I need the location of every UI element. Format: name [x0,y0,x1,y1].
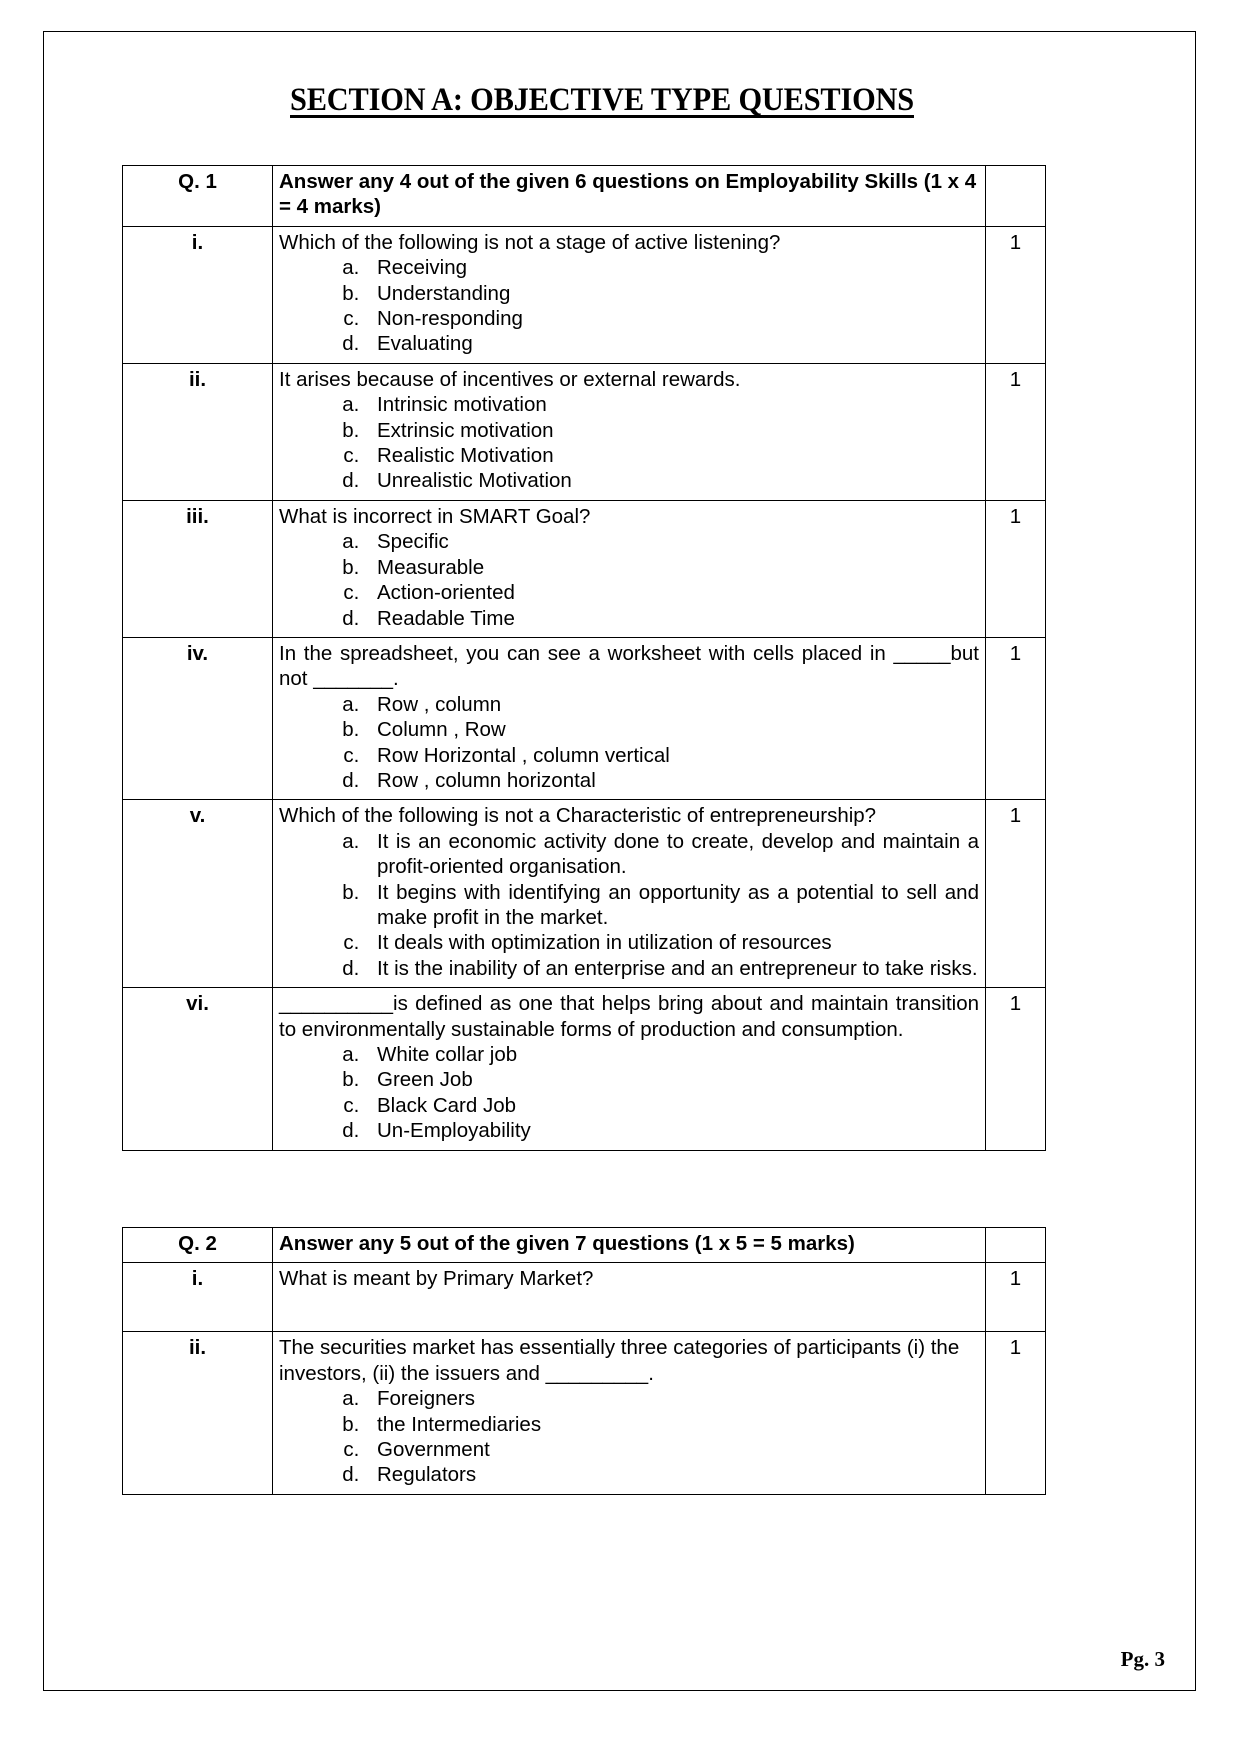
marks-cell [986,1227,1046,1262]
question-instruction: Answer any 5 out of the given 7 questions (1 x 5 = 5 marks) [273,1227,986,1262]
question-content [273,988,986,1150]
option-item: b. Green Job [365,1067,979,1092]
marks-cell: 1 [986,1263,1046,1332]
option-item: c. Realistic Motivation [365,443,979,468]
page-footer: Pg. 3 [1120,1647,1165,1671]
option-item: a. Row , column [365,692,979,717]
table-row [123,500,1046,637]
table-row [123,637,1046,799]
option-item: c. Row Horizontal , column vertical [365,743,979,768]
sub-question-number: v. [123,800,273,988]
question-stem: __________is defined as one that helps bring about and maintain transition to environmentally sustainable forms of production and consumption. [279,992,979,1041]
option-item: b. It begins with identifying an opportunity as a potential to sell and make profit in the market. [365,880,979,931]
option-list [279,829,979,981]
sub-question-number: iii. [123,500,273,637]
table-row [123,226,1046,363]
question-stem: Which of the following is not a stage of active listening? [279,230,781,254]
option-item: a. Receiving [365,255,979,280]
option-item: b. Column , Row [365,717,979,742]
question-stem: The securities market has essentially three categories of participants (i) the investors, (ii) the issuers and _________. [279,1336,960,1385]
option-item: d. Readable Time [365,606,979,631]
question-content [273,226,986,363]
option-item: b. Measurable [365,555,979,580]
question-stem: What is meant by Primary Market? [279,1267,594,1291]
title-spacer [82,119,1122,165]
question-stem: What is incorrect in SMART Goal? [279,504,591,528]
question-content [273,800,986,988]
option-item: d. Un-Employability [365,1118,979,1143]
table-row [123,1332,1046,1494]
table-gap [82,1151,1122,1227]
option-list [279,255,979,357]
marks-cell: 1 [986,637,1046,799]
option-item: d. It is the inability of an enterprise and an entrepreneur to take risks. [365,956,979,981]
question-instruction: Answer any 4 out of the given 6 questions on Employability Skills (1 x 4 = 4 marks) [273,166,986,227]
question-content [273,637,986,799]
option-list [279,1386,979,1488]
table-row [123,1263,1046,1332]
option-list [279,1042,979,1144]
option-item: b. the Intermediaries [365,1412,979,1437]
question-content [273,500,986,637]
option-item: c. Government [365,1437,979,1462]
sub-question-number: i. [123,226,273,363]
option-item: b. Understanding [365,281,979,306]
option-item: d. Row , column horizontal [365,768,979,793]
question-stem: In the spreadsheet, you can see a worksheet with cells placed in _____but not _______. [279,641,979,691]
option-item: a. It is an economic activity done to create, develop and maintain a profit-oriented organisation. [365,829,979,880]
marks-cell: 1 [986,988,1046,1150]
question-table-1 [122,165,1046,1151]
option-item: b. Extrinsic motivation [365,418,979,443]
marks-cell: 1 [986,800,1046,988]
marks-cell: 1 [986,1332,1046,1494]
option-item: a. Specific [365,529,979,554]
table-header-row [123,166,1046,227]
option-item: d. Unrealistic Motivation [365,468,979,493]
option-item: d. Regulators [365,1462,979,1487]
page-title: SECTION A: OBJECTIVE TYPE QUESTIONS [290,82,914,118]
option-item: c. Action-oriented [365,580,979,605]
marks-cell [986,166,1046,227]
option-item: d. Evaluating [365,331,979,356]
question-content [273,1332,986,1494]
sub-question-number: ii. [123,363,273,500]
sub-question-number: iv. [123,637,273,799]
question-number: Q. 2 [123,1227,273,1262]
document-page [43,31,1196,1691]
question-table-2 [122,1227,1046,1495]
option-item: c. Non-responding [365,306,979,331]
option-item: a. Intrinsic motivation [365,392,979,417]
question-stem: Which of the following is not a Characteristic of entrepreneurship? [279,804,877,828]
option-item: c. Black Card Job [365,1093,979,1118]
sub-question-number: i. [123,1263,273,1332]
question-number: Q. 1 [123,166,273,227]
question-stem: It arises because of incentives or external rewards. [279,367,741,391]
option-item: a. White collar job [365,1042,979,1067]
table-row [123,800,1046,988]
page-content [82,60,1122,1495]
option-list [279,529,979,631]
option-list [279,392,979,494]
option-item: c. It deals with optimization in utilization of resources [365,930,979,955]
question-content [273,363,986,500]
table-row [123,363,1046,500]
marks-cell: 1 [986,363,1046,500]
marks-cell: 1 [986,226,1046,363]
sub-question-number: vi. [123,988,273,1150]
sub-question-number: ii. [123,1332,273,1494]
option-item: a. Foreigners [365,1386,979,1411]
answer-space [279,1291,979,1325]
table-header-row [123,1227,1046,1262]
question-content [273,1263,986,1332]
table-row [123,988,1046,1150]
option-list [279,692,979,794]
marks-cell: 1 [986,500,1046,637]
